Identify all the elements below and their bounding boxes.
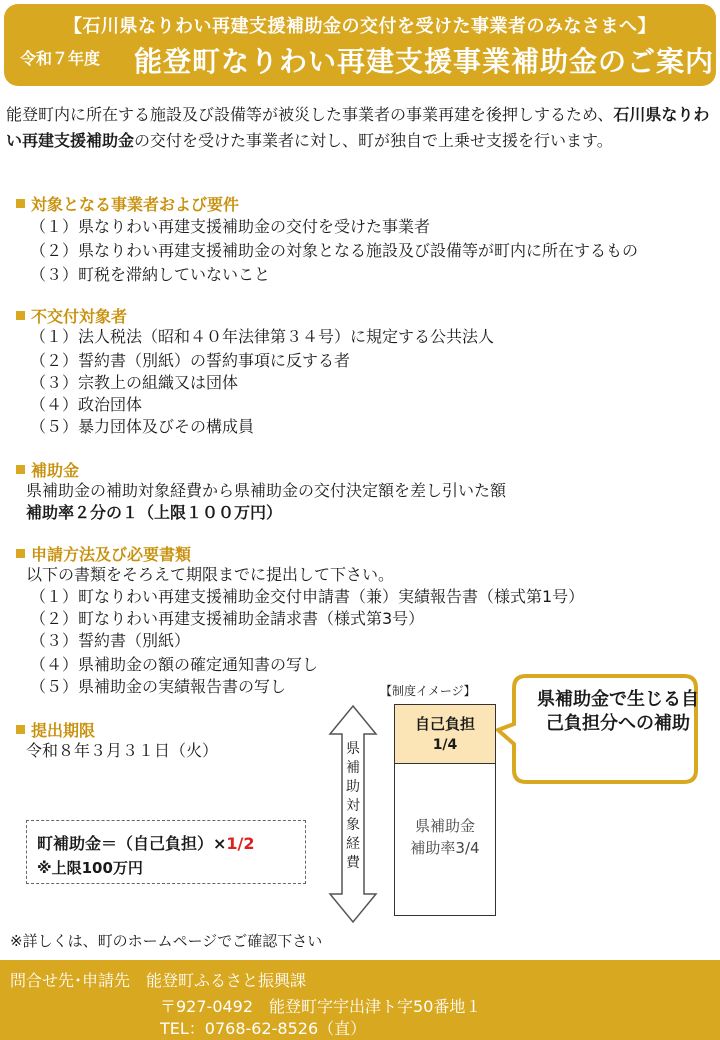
section-eligibility-title: 対象となる事業者および要件 bbox=[31, 195, 240, 214]
header-year: 令和７年度 bbox=[20, 49, 101, 68]
section-application-title: 申請方法及び必要書類 bbox=[31, 545, 192, 564]
header-banner bbox=[4, 4, 716, 86]
deadline-date: 令和８年３月３１日（火） bbox=[26, 741, 219, 760]
list-item: （１）法人税法（昭和４０年法律第３４号）に規定する公共法人 bbox=[30, 327, 495, 346]
formula-rate: 1/2 bbox=[226, 834, 255, 853]
diagram-caption: 【制度イメージ】 bbox=[380, 684, 476, 698]
arrow-char: 補 bbox=[346, 760, 360, 776]
page-title: 能登町なりわい再建支援事業補助金のご案内 bbox=[134, 45, 715, 78]
self-burden-ratio: 1/4 bbox=[432, 737, 458, 753]
arrow-char: 象 bbox=[346, 817, 360, 833]
callout-text: 県補助金で生じる自己負担分への補助 bbox=[537, 689, 699, 734]
list-item: （５）暴力団体及びその構成員 bbox=[30, 417, 255, 436]
arrow-char: 費 bbox=[346, 855, 360, 871]
pref-subsidy-rate: 補助率3/4 bbox=[410, 839, 480, 857]
section-subsidy-heading bbox=[16, 458, 79, 481]
self-burden-block bbox=[395, 705, 495, 764]
list-item: （１）県なりわい再建支援補助金の交付を受けた事業者 bbox=[30, 217, 431, 236]
list-item: （１）町なりわい再建支援補助金交付申請書（兼）実績報告書（様式第1号） bbox=[30, 587, 585, 606]
list-item: （２）誓約書（別紙）の誓約事項に反する者 bbox=[30, 351, 351, 370]
list-item: （４）県補助金の額の確定通知書の写し bbox=[30, 655, 319, 674]
section-subsidy-title: 補助金 bbox=[31, 461, 80, 480]
application-lead: 以下の書類をそろえて期限までに提出して下さい。 bbox=[26, 565, 395, 584]
arrow-char: 対 bbox=[346, 798, 360, 814]
formula-line bbox=[37, 831, 255, 854]
section-excluded-heading bbox=[16, 304, 127, 327]
section-application-heading bbox=[16, 542, 191, 565]
contact-address: 〒927-0492 能登町字宇出津ト字50番地１ bbox=[160, 997, 482, 1016]
homepage-note: ※詳しくは、町のホームページでご確認下さい bbox=[10, 932, 323, 950]
formula-box bbox=[26, 820, 306, 884]
contact-phone: TEL：0768-62-8526（直） bbox=[160, 1019, 367, 1038]
list-item: （２）県なりわい再建支援補助金の対象となる施設及び設備等が町内に所在するもの bbox=[30, 241, 639, 260]
intro-part1: 能登町内に所在する施設及び設備等が被災した事業者の事業再建を後押しするため、 bbox=[6, 105, 614, 124]
square-bullet-icon bbox=[16, 199, 25, 208]
self-burden-label: 自己負担 bbox=[414, 715, 475, 733]
cost-stack bbox=[394, 704, 496, 916]
intro-highlight: 石川県なりわい再建支援補助金 bbox=[6, 105, 710, 150]
intro-paragraph bbox=[6, 102, 716, 154]
arrow-char: 経 bbox=[346, 836, 360, 852]
pref-subsidy-label: 県補助金 bbox=[414, 817, 475, 835]
square-bullet-icon bbox=[16, 311, 25, 320]
subsidy-rate: 補助率２分の１（上限１００万円） bbox=[26, 503, 283, 522]
square-bullet-icon bbox=[16, 465, 25, 474]
arrow-char: 助 bbox=[346, 779, 360, 795]
section-deadline-title: 提出期限 bbox=[31, 721, 96, 740]
list-item: （４）政治団体 bbox=[30, 395, 143, 414]
list-item: （３）宗教上の組織又は団体 bbox=[30, 373, 239, 392]
formula-cap: ※上限100万円 bbox=[37, 859, 143, 877]
contact-department: 問合せ先･申請先 能登町ふるさと振興課 bbox=[10, 971, 307, 990]
arrow-label bbox=[343, 740, 363, 873]
list-item: （３）誓約書（別紙） bbox=[30, 631, 191, 650]
intro-part3: の交付を受けた事業者に対し、町が独自で上乗せ支援を行います。 bbox=[134, 131, 613, 150]
subsidy-description: 県補助金の補助対象経費から県補助金の交付決定額を差し引いた額 bbox=[26, 481, 507, 500]
list-item: （３）町税を滞納していないこと bbox=[30, 265, 271, 284]
section-excluded-title: 不交付対象者 bbox=[31, 307, 128, 326]
header-target-line: 【石川県なりわい再建支援補助金の交付を受けた事業者のみなさまへ】 bbox=[64, 16, 656, 37]
list-item: （２）町なりわい再建支援補助金請求書（様式第3号） bbox=[30, 609, 425, 628]
section-eligibility-heading bbox=[16, 192, 239, 215]
square-bullet-icon bbox=[16, 725, 25, 734]
arrow-char: 県 bbox=[346, 741, 360, 757]
formula-prefix: 町補助金＝（自己負担）× bbox=[37, 834, 227, 853]
pref-subsidy-block bbox=[395, 815, 495, 859]
list-item: （５）県補助金の実績報告書の写し bbox=[30, 677, 287, 696]
footer-contact bbox=[0, 960, 720, 1040]
section-deadline-heading bbox=[16, 718, 95, 741]
square-bullet-icon bbox=[16, 549, 25, 558]
